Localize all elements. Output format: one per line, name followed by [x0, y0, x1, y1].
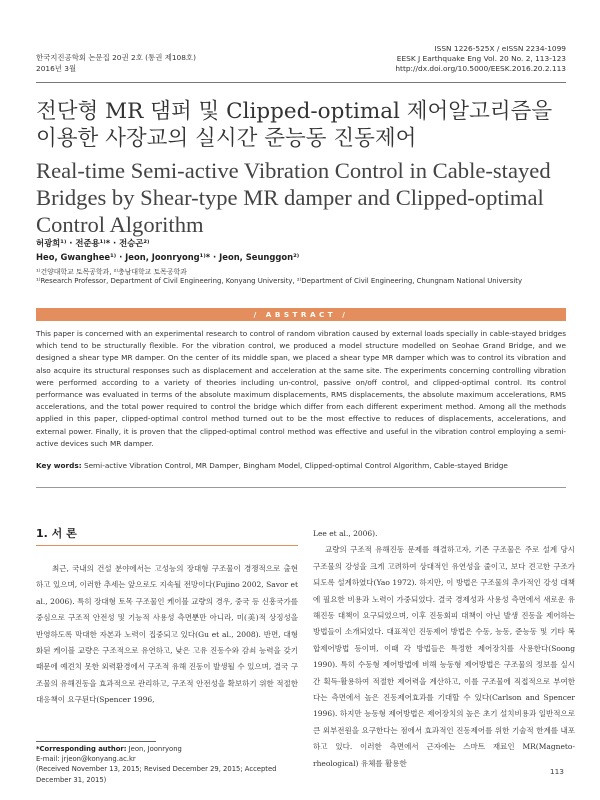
issn: ISSN 1226-525X / eISSN 2234-1099	[434, 44, 566, 53]
section-heading: 1. 서 론	[36, 527, 77, 540]
footnote-divider	[36, 741, 156, 742]
author-email[interactable]: E-mail: jrjeon@konyang.ac.kr	[36, 755, 136, 764]
abstract-divider	[36, 487, 566, 488]
corresponding-name: Jeon, Joonryong	[128, 745, 182, 753]
issue-date-ko: 2016년 3월	[36, 64, 77, 73]
received-dates: (Received November 13, 2015; Revised December 29, 2015; Accepted December 31, 2015)	[36, 765, 277, 784]
paper-title-en: Real-time Semi-active Vibration Control in Cable-stayed Bridges by Shear-type MR damper and Clipped-optimal Control Algorithm	[36, 158, 551, 237]
page-number: 113	[549, 767, 564, 776]
section-underline	[36, 545, 298, 546]
authors-en: Heo, Gwanghee¹⁾ · Jeon, Joonryong¹⁾* · Jeon, Seunggon²⁾	[36, 252, 300, 262]
abstract-label: / ABSTRACT /	[253, 310, 349, 319]
body-text-left-column: 최근, 국내의 건설 분야에서는 고성능의 장대형 구조물이 경쟁적으로 출현하고 있으며, 이러한 추세는 앞으로도 지속될 전망이다(Fujino 2002, Savor et al., 2006). 특히 장대형 토목 구조물인 케이블 교량의 경우, 중국 등 신흥국가를 중심으로 구조적 안전성 및 기능적 사용성 측면뿐만 아니라, 미(美)적 상징성을 반영하도록 막대한 자본과 노력이 집중되고 있다(Gu et al., 2008). 반면, 대형화된 케이블 교량은 구조적으로 유연하고, 낮은 고유 진동수와 감쇠 능력을 갖기 때문에 예견치 못한 외력환경에서 구조적 유해 진동이 발생될 수 있으며, 결국 구조물의 유해진동을 효과적으로 관리하고, 구조적 안전성을 확보하기 위한 적절한 대응책이 요구된다(Spencer 1996,	[36, 564, 298, 705]
journal-name-ko: 한국지진공학회 논문집 20권 2호 (통권 제108호)	[36, 53, 196, 62]
footnote	[36, 744, 298, 785]
keywords-list: Semi-active Vibration Control, MR Damper, Bingham Model, Clipped-optimal Control Algorithm, Cable-stayed Bridge	[83, 461, 508, 470]
header-divider	[36, 82, 566, 83]
corresponding-author	[36, 744, 298, 754]
corresponding-label: *Corresponding author:	[36, 745, 127, 753]
abstract-text: This paper is concerned with an experimental research to control of random vibration caused by external loads specially in cable-stayed bridges which tend to be structurally flexible. For the vibration control, we produced a model structure modelled on Seohae Grand Bridge, and we designed a shear type MR damper. On the center of its middle span, we placed a shear type MR damper which was to control its vibration and also acquire its structural responses such as displacement and acceleration at the same site. The experiments concerning controlling vibration were performed according to a variety of theories including un-control, passive on/off control, and clipped-optimal control. Its control performance was evaluated in terms of the absolute maximum displacements, RMS displacements, the absolute maximum accelerations, RMS accelerations, and the total power required to control the bridge which differ from each different experiment method. Among all the methods applied in this paper, clipped-optimal control method turned out to be the most effective to reduces of displacements, accelerations, and external power. Finally, it is proven that the clipped-optimal control method was effective and useful in the vibration control employing a semi-active devices such MR damper.	[36, 329, 566, 448]
journal-header-left	[36, 52, 196, 74]
doi-link[interactable]: http://dx.doi.org/10.5000/EESK.2016.20.2.113	[395, 64, 566, 73]
abstract-banner	[36, 308, 566, 321]
authors-ko: 허광희¹⁾ · 전준용¹⁾* · 전승곤²⁾	[36, 238, 150, 248]
affiliation-ko: ¹⁾건양대학교 토목공학과, ²⁾충남대학교 토목공학과	[36, 268, 187, 276]
journal-header-right	[395, 44, 566, 74]
keywords-label: Key words:	[36, 461, 82, 470]
affiliation-en: ¹⁾Research Professor, Department of Civil Engineering, Konyang University, ²⁾Department of Civil Engineering, Chungnam National University	[36, 277, 523, 285]
journal-name-en: EESK J Earthquake Eng Vol. 20 No. 2, 113-123	[396, 54, 566, 63]
paper-title-ko: 전단형 MR 댐퍼 및 Clipped-optimal 제어알고리즘을 이용한 사장교의 실시간 준능동 진동제어	[36, 99, 553, 151]
body-paragraph: 교량의 구조적 유해진동 문제를 해결하고자, 기존 구조물은 주로 설계 당시 구조물의 강성을 크게 고려하여 상대적인 유연성을 줄이고, 보다 견고한 구조가 되도록 설계하였다(Yao 1972). 하지만, 이 방법은 구조물의 추가적인 강성 대책에 필요한 비용과 노력이 가중되었다. 결국 경제성과 사용성 측면에서 새로운 유해진동 대책이 요구되었으며, 이후 진동회피 대책이 아닌 발생 진동을 제어하는 방법들이 소개되었다. 대표적인 진동제어 방법은 수동, 능동, 준능동 및 기타 복합제어방법 등이며, 이때 각 방법들은 특정한 제어장치를 사용한다(Soong 1990). 특히 수동형 제어방법에 비해 능동형 제어방법은 구조물의 정보를 실시간 획득·활용하여 적절한 제어력을 계산하고, 이를 구조물에 직접적으로 부여한다는 측면에서 높은 진동제어효과를 기대할 수 있다(Carlson and Spencer 1996). 하지만 능동형 제어방법은 제어장치의 높은 초기 설치비용과 일반적으로 큰 외부전원을 요구한다는 점에서 효과적인 진동제어를 위한 기술적 한계를 내포하고 있다. 이러한 측면에서 근자에는 스마트 재료인 MR(Magneto-rheological) 유체를 활용한	[313, 545, 575, 768]
body-paragraph: Lee et al., 2006).	[313, 529, 378, 538]
keywords	[36, 460, 566, 471]
body-text-right-column	[313, 526, 575, 772]
